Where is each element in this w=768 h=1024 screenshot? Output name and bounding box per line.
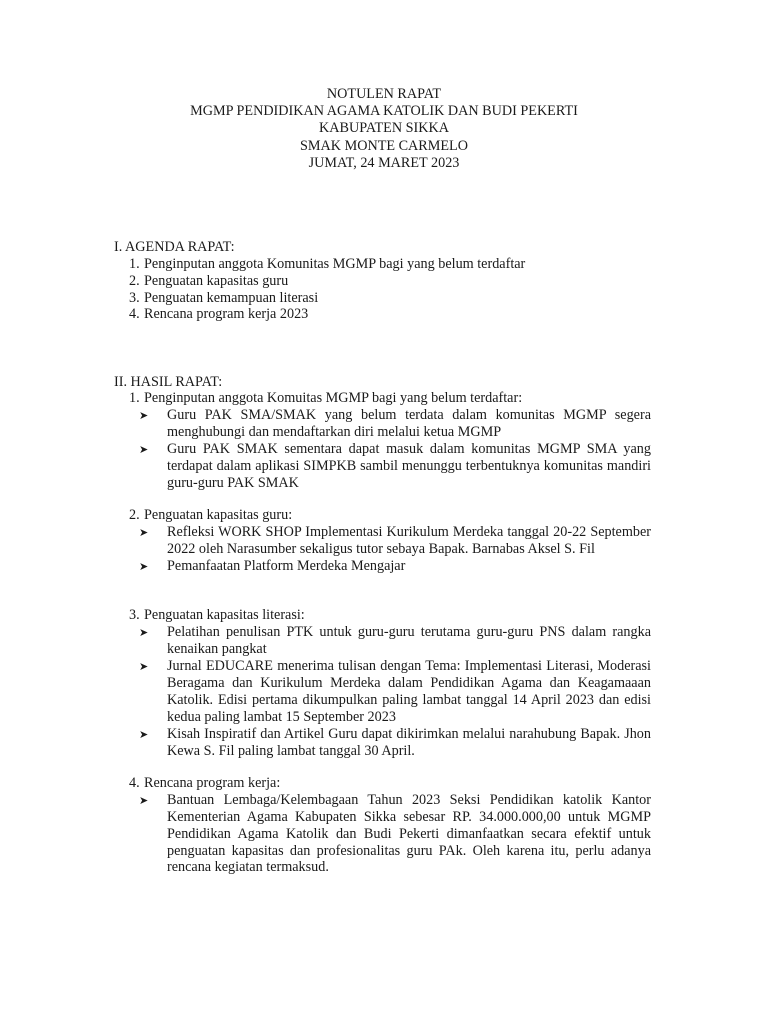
- agenda-list: [129, 256, 525, 323]
- bullet-list: [129, 792, 651, 876]
- bullet-list: [129, 524, 651, 575]
- agenda-item: 2. Penguatan kapasitas guru: [129, 272, 289, 289]
- agenda-item: 3. Penguatan kemampuan literasi: [129, 289, 319, 306]
- arrow-bullet-icon: ➤: [139, 409, 149, 423]
- results-group-4: [129, 775, 651, 876]
- bullet-item: ➤ Guru PAK SMA/SMAK yang belum terdata dalam komunitas MGMP segera menghubungi dan mendaftarkan diri melalui ketua MGMP: [139, 407, 651, 441]
- results-heading: II. HASIL RAPAT:: [114, 374, 223, 390]
- bullet-item: ➤ Bantuan Lembaga/Kelembagaan Tahun 2023 Seksi Pendidikan katolik Kantor Kementerian Agama Kabupaten Sikka sebesar RP. 34.000.000,00 untuk MGMP Pendidikan Agama Katolik dan Budi Pekerti dimanfaatkan secara efektif untuk penguatan kapasitas dan profesionalitas guru PAk. Oleh karena itu, perlu adanya rencana kegiatan termaksud.: [139, 792, 651, 876]
- bullet-list: [129, 407, 651, 491]
- results-group-title: 4. Rencana program kerja:: [129, 775, 281, 791]
- arrow-bullet-icon: ➤: [139, 660, 149, 674]
- bullet-item: ➤ Guru PAK SMAK sementara dapat masuk dalam komunitas MGMP SMA yang terdapat dalam aplikasi SIMPKB sambil menunggu terbentuknya komunitas mandiri guru-guru PAK SMAK: [139, 441, 651, 491]
- arrow-bullet-icon: ➤: [139, 794, 149, 808]
- results-group-3: [129, 607, 651, 760]
- agenda-heading: I. AGENDA RAPAT:: [114, 239, 235, 255]
- header-regency: KABUPATEN SIKKA: [319, 120, 449, 137]
- agenda-item: 4. Rencana program kerja 2023: [129, 306, 309, 323]
- results-group-2: [129, 507, 651, 575]
- document-header: [0, 86, 768, 172]
- results-group-title: 1. Penginputan anggota Komuitas MGMP bagi yang belum terdaftar:: [129, 390, 523, 406]
- bullet-item: ➤ Pelatihan penulisan PTK untuk guru-guru terutama guru-guru PNS dalam rangka kenaikan pangkat: [139, 624, 651, 658]
- results-group-title: 2. Penguatan kapasitas guru:: [129, 507, 293, 523]
- arrow-bullet-icon: ➤: [139, 626, 149, 640]
- arrow-bullet-icon: ➤: [139, 560, 149, 574]
- header-school: SMAK MONTE CARMELO: [300, 137, 468, 154]
- bullet-item: ➤ Refleksi WORK SHOP Implementasi Kurikulum Merdeka tanggal 20-22 September 2022 oleh Narasumber sekaligus tutor sebaya Bapak. Barnabas Aksel S. Fil: [139, 524, 651, 558]
- bullet-list: [129, 624, 651, 759]
- bullet-item: ➤ Kisah Inspiratif dan Artikel Guru dapat dikirimkan melalui narahubung Bapak. Jhon Kewa S. Fil paling lambat tanggal 30 April.: [139, 726, 651, 759]
- results-group-title: 3. Penguatan kapasitas literasi:: [129, 607, 305, 623]
- bullet-item: ➤ Pemanfaatan Platform Merdeka Mengajar: [139, 558, 406, 575]
- header-title: NOTULEN RAPAT: [326, 86, 442, 102]
- agenda-item: 1. Penginputan anggota Komunitas MGMP bagi yang belum terdaftar: [129, 256, 526, 272]
- arrow-bullet-icon: ➤: [139, 526, 149, 540]
- header-organization: MGMP PENDIDIKAN AGAMA KATOLIK DAN BUDI PEKERTI: [190, 103, 578, 120]
- arrow-bullet-icon: ➤: [139, 443, 149, 457]
- results-group-1: [129, 390, 651, 492]
- arrow-bullet-icon: ➤: [139, 728, 149, 742]
- bullet-item: ➤ Jurnal EDUCARE menerima tulisan dengan Tema: Implementasi Literasi, Moderasi Beragama dan Kurikulum Merdeka dalam Pendidikan Agama dan Keagamaaan Katolik. Edisi pertama dikumpulkan paling lambat tanggal 14 April 2023 dan edisi kedua paling lambat 15 September 2023: [139, 658, 651, 725]
- header-date: JUMAT, 24 MARET 2023: [308, 154, 460, 171]
